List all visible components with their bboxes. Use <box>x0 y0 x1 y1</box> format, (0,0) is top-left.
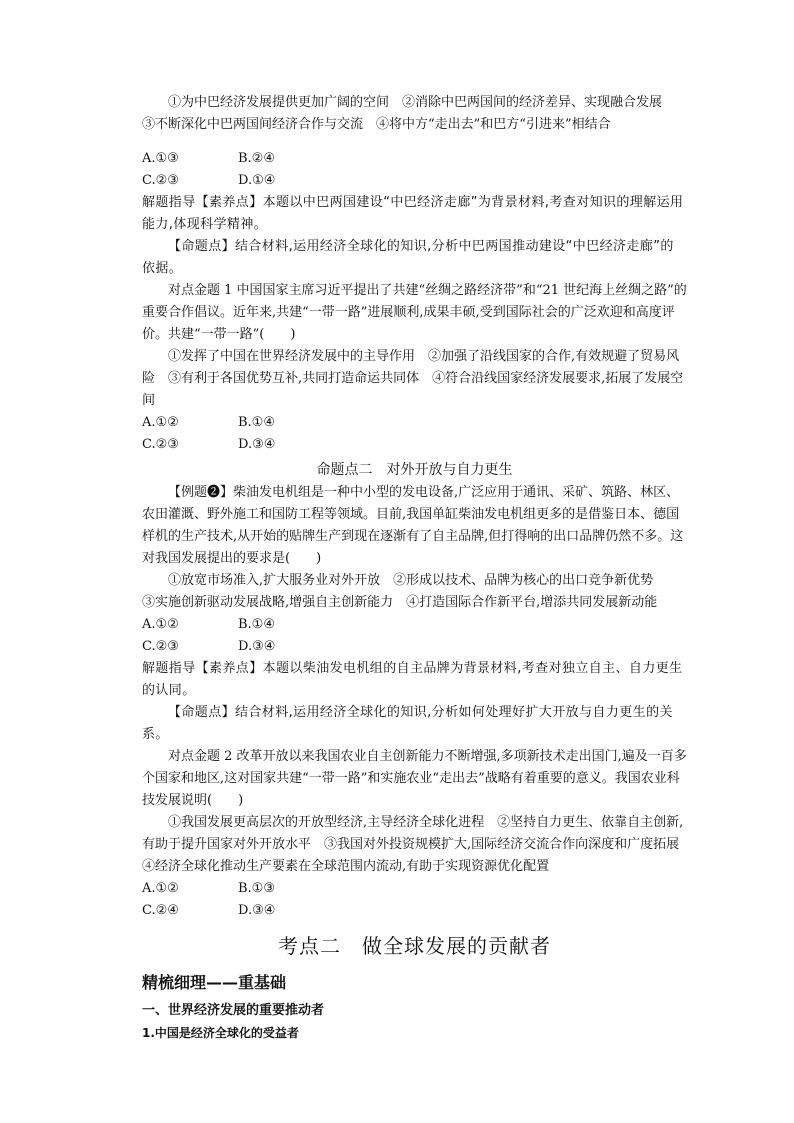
q1-option-b: B.②④ <box>238 151 275 166</box>
q2-option-d: D.③④ <box>238 437 276 452</box>
q4-options <box>142 878 687 922</box>
q4-option-c: C.②④ <box>142 903 179 918</box>
q2-option-a: A.①② <box>142 415 179 430</box>
q3-option-b: B.①④ <box>238 617 275 632</box>
q3-option-c: C.②③ <box>142 639 179 654</box>
q1-analysis-literacy: 解题指导【素养点】本题以中巴两国建设“中巴经济走廊”为背景材料,考查对知识的理解运用能力,体现科学精神。 <box>142 195 684 232</box>
sub-heading-2: 1.中国是经济全球化的受益者 <box>142 1026 299 1040</box>
q1-options <box>142 148 687 192</box>
q2-options <box>142 412 687 456</box>
q3-options <box>142 614 687 658</box>
basics-heading: 精梳细理——重基础 <box>142 973 287 992</box>
q3-statements-line1: ①放宽市场准入,扩大服务业对外开放 ②形成以技术、品牌为核心的出口竞争新优势 <box>168 573 654 588</box>
q1-analysis-point: 【命题点】结合材料,运用经济全球化的知识,分析中巴两国推动建设“中巴经济走廊”的依据。 <box>142 239 674 276</box>
q1-option-d: D.①④ <box>238 173 276 188</box>
q4-option-b: B.①③ <box>238 881 275 896</box>
q4-statements: ①我国发展更高层次的开放型经济,主导经济全球化进程 ②坚持自力更生、依靠自主创新,有助于提升国家对外开放水平 ③我国对外投资规模扩大,国际经济交流合作向深度和广度拓展 ④经济全球化推动生产要素在全球范围内流动,有助于实现资源优化配置 <box>142 815 693 874</box>
q2-option-c: C.②③ <box>142 437 179 452</box>
q1-statements-line2: ③不断深化中巴两国间经济合作与交流 ④将中方“走出去”和巴方“引进来”相结合 <box>142 117 611 132</box>
q2-stem: 对点金题 1 中国国家主席习近平提出了共建“丝绸之路经济带”和“21 世纪海上丝绸之路”的重要合作倡议。近年来,共建“一带一路”进展顺利,成果丰硕,受到国际社会的广泛欢迎和高度评价。共建“一带一路”( ) <box>142 283 687 342</box>
exam-point-title: 考点二 做全球发展的贡献者 <box>278 934 551 958</box>
q4-option-a: A.①② <box>142 881 179 896</box>
q3-analysis-point: 【命题点】结合材料,运用经济全球化的知识,分析如何处理好扩大开放与自力更生的关系。 <box>142 705 673 742</box>
q3-analysis-literacy: 解题指导【素养点】本题以柴油发电机组的自主品牌为背景材料,考查对独立自主、自力更生的认同。 <box>142 661 683 698</box>
sub-heading-1: 一、世界经济发展的重要推动者 <box>142 1003 325 1018</box>
q3-option-d: D.③④ <box>238 639 276 654</box>
q1-option-a: A.①③ <box>142 151 179 166</box>
q2-statements: ①发挥了中国在世界经济发展中的主导作用 ②加强了沿线国家的合作,有效规避了贸易风险 ③有利于各国优势互补,共同打造命运共同体 ④符合沿线国家经济发展要求,拓展了发展空间 <box>142 349 684 408</box>
q4-stem: 对点金题 2 改革开放以来我国农业自主创新能力不断增强,多项新技术走出国门,遍及一百多个国家和地区,这对国家共建“一带一路”和实施农业“走出去”战略有着重要的意义。我国农业科技发展说明( ) <box>142 749 687 808</box>
section2-title: 命题点二 对外开放与自力更生 <box>316 462 513 478</box>
q4-option-d: D.③④ <box>238 903 276 918</box>
q3-statements-line2: ③实施创新驱动发展战略,增强自主创新能力 ④打造国际合作新平台,增添共同发展新动能 <box>142 595 658 610</box>
q2-option-b: B.①④ <box>238 415 275 430</box>
q3-stem: 【例题❷】柴油发电机组是一种中小型的发电设备,广泛应用于通讯、采矿、筑路、林区、农田灌溉、野外施工和国防工程等领域。目前,我国单缸柴油发电机组更多的是借鉴日本、德国样机的生产技术,从开始的贴牌生产到现在逐渐有了自主品牌,但打得响的出口品牌仍然不多。这对我国发展提出的要求是( ) <box>142 485 684 566</box>
q3-option-a: A.①② <box>142 617 179 632</box>
q1-statements-line1: ①为中巴经济发展提供更加广阔的空间 ②消除中巴两国间的经济差异、实现融合发展 <box>168 95 663 110</box>
q1-option-c: C.②③ <box>142 173 179 188</box>
document-page <box>142 92 693 1044</box>
